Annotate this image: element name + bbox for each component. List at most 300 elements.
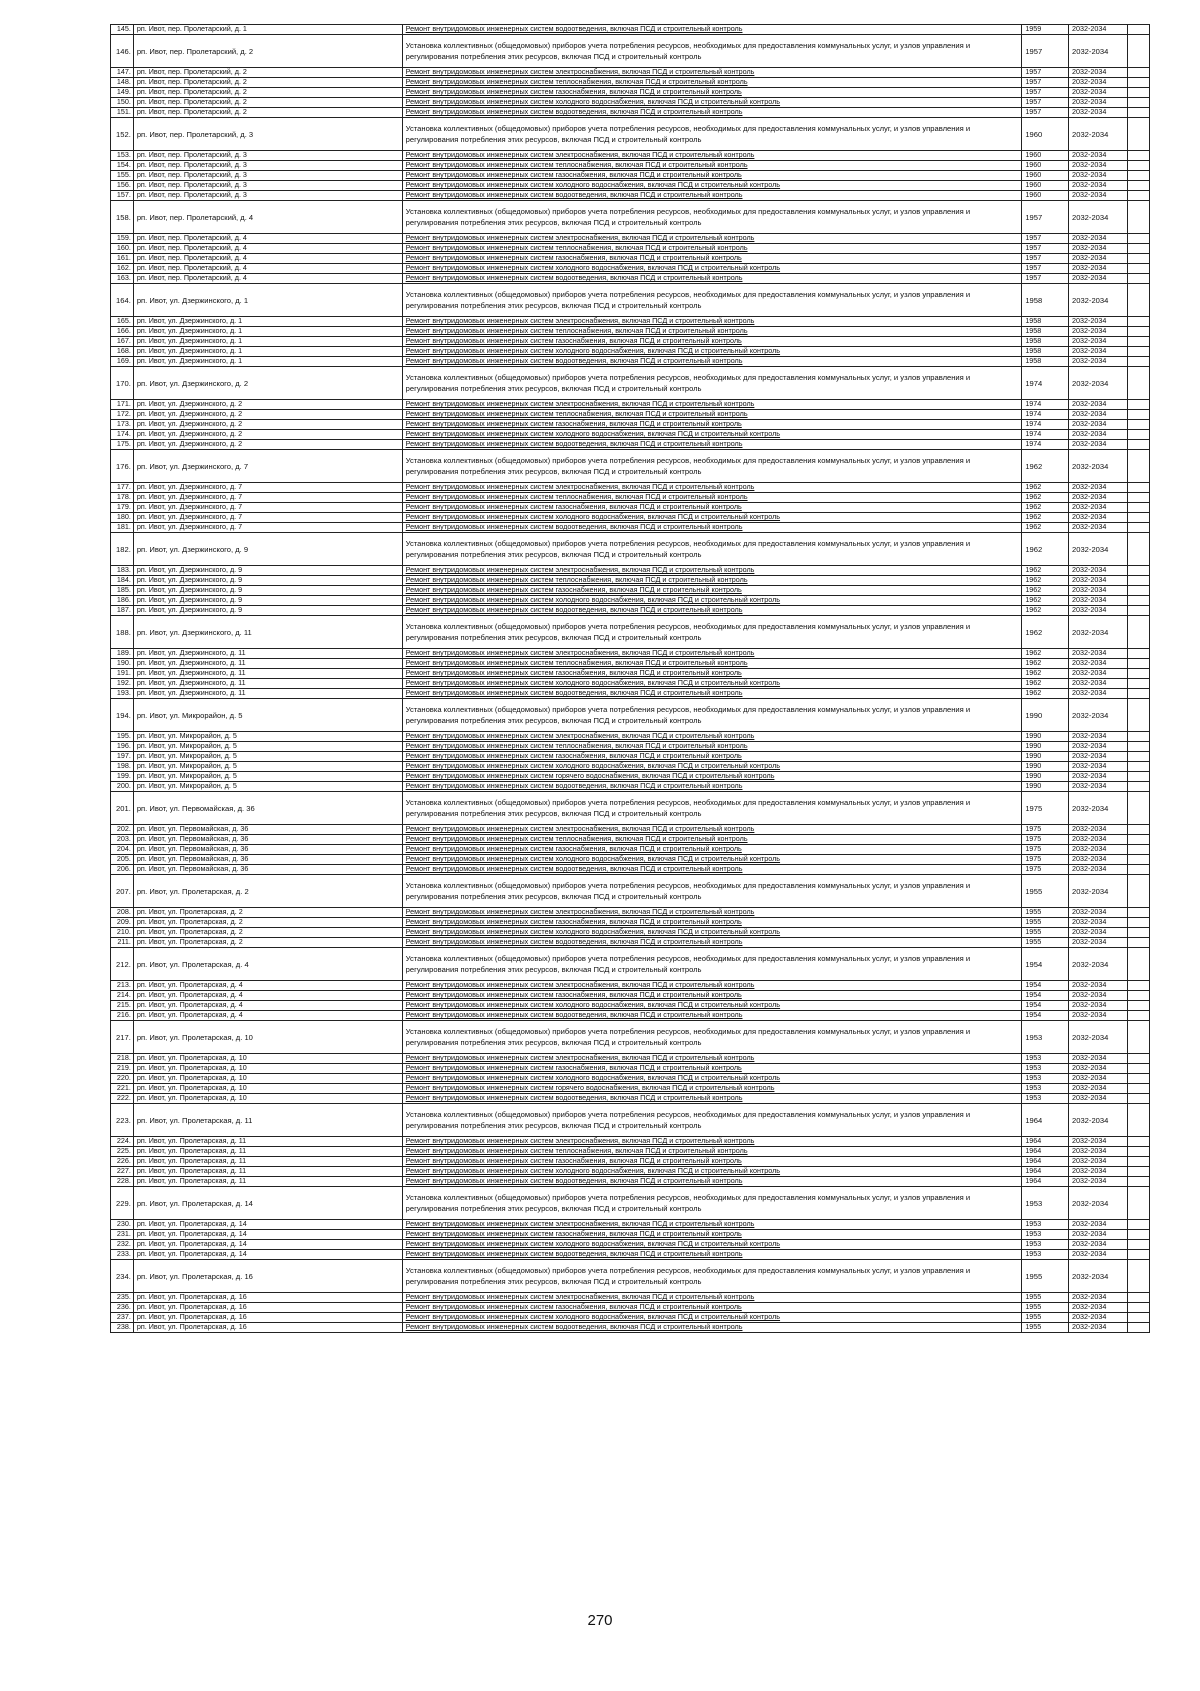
row-number: 167. bbox=[111, 337, 134, 347]
row-build-year: 1962 bbox=[1022, 513, 1069, 523]
row-number: 235. bbox=[111, 1293, 134, 1303]
row-work-type: Ремонт внутридомовых инженерных систем холодного водоснабжения, включая ПСД и строительный контроль bbox=[402, 430, 1022, 440]
row-number: 210. bbox=[111, 928, 134, 938]
row-period: 2032-2034 bbox=[1069, 752, 1128, 762]
row-build-year: 1953 bbox=[1022, 1084, 1069, 1094]
row-empty-cell bbox=[1128, 25, 1150, 35]
row-address: рп. Ивот, пер. Пролетарский, д. 3 bbox=[133, 118, 402, 151]
row-number: 232. bbox=[111, 1240, 134, 1250]
row-work-type: Установка коллективных (общедомовых) приборов учета потребления ресурсов, необходимых для предоставления коммунальных услуг, и узлов управления и регулирования потребления этих ресурсов, включая ПСД и строительный контроль bbox=[402, 533, 1022, 566]
row-empty-cell bbox=[1128, 367, 1150, 400]
row-empty-cell bbox=[1128, 1104, 1150, 1137]
row-address: рп. Ивот, ул. Пролетарская, д. 10 bbox=[133, 1094, 402, 1104]
row-work-type: Ремонт внутридомовых инженерных систем газоснабжения, включая ПСД и строительный контроль bbox=[402, 845, 1022, 855]
row-work-type: Ремонт внутридомовых инженерных систем холодного водоснабжения, включая ПСД и строительный контроль bbox=[402, 513, 1022, 523]
row-address: рп. Ивот, ул. Пролетарская, д. 16 bbox=[133, 1313, 402, 1323]
row-address: рп. Ивот, ул. Дзержинского, д. 1 bbox=[133, 327, 402, 337]
row-empty-cell bbox=[1128, 327, 1150, 337]
row-period: 2032-2034 bbox=[1069, 835, 1128, 845]
row-empty-cell bbox=[1128, 1021, 1150, 1054]
row-address: рп. Ивот, ул. Пролетарская, д. 11 bbox=[133, 1137, 402, 1147]
row-period: 2032-2034 bbox=[1069, 1313, 1128, 1323]
table-row bbox=[111, 503, 1150, 513]
row-address: рп. Ивот, ул. Первомайская, д. 36 bbox=[133, 865, 402, 875]
row-number: 182. bbox=[111, 533, 134, 566]
row-work-type: Ремонт внутридомовых инженерных систем электроснабжения, включая ПСД и строительный контроль bbox=[402, 68, 1022, 78]
row-work-type: Ремонт внутридомовых инженерных систем водоотведения, включая ПСД и строительный контроль bbox=[402, 191, 1022, 201]
row-number: 190. bbox=[111, 659, 134, 669]
row-number: 161. bbox=[111, 254, 134, 264]
row-number: 175. bbox=[111, 440, 134, 450]
row-empty-cell bbox=[1128, 835, 1150, 845]
row-period: 2032-2034 bbox=[1069, 264, 1128, 274]
row-address: рп. Ивот, ул. Пролетарская, д. 4 bbox=[133, 991, 402, 1001]
row-period: 2032-2034 bbox=[1069, 317, 1128, 327]
row-empty-cell bbox=[1128, 918, 1150, 928]
row-build-year: 1954 bbox=[1022, 991, 1069, 1001]
row-build-year: 1957 bbox=[1022, 264, 1069, 274]
row-build-year: 1962 bbox=[1022, 566, 1069, 576]
row-build-year: 1990 bbox=[1022, 782, 1069, 792]
row-build-year: 1953 bbox=[1022, 1250, 1069, 1260]
row-address: рп. Ивот, пер. Пролетарский, д. 4 bbox=[133, 234, 402, 244]
row-empty-cell bbox=[1128, 430, 1150, 440]
table-row bbox=[111, 792, 1150, 825]
table-row bbox=[111, 845, 1150, 855]
row-period: 2032-2034 bbox=[1069, 772, 1128, 782]
row-address: рп. Ивот, ул. Пролетарская, д. 4 bbox=[133, 1001, 402, 1011]
row-number: 198. bbox=[111, 762, 134, 772]
row-number: 206. bbox=[111, 865, 134, 875]
table-row bbox=[111, 1157, 1150, 1167]
table-row bbox=[111, 533, 1150, 566]
table-row bbox=[111, 483, 1150, 493]
row-empty-cell bbox=[1128, 1094, 1150, 1104]
row-address: рп. Ивот, ул. Дзержинского, д. 11 bbox=[133, 659, 402, 669]
row-work-type: Ремонт внутридомовых инженерных систем водоотведения, включая ПСД и строительный контроль bbox=[402, 357, 1022, 367]
row-empty-cell bbox=[1128, 440, 1150, 450]
row-work-type: Ремонт внутридомовых инженерных систем холодного водоснабжения, включая ПСД и строительный контроль bbox=[402, 264, 1022, 274]
row-empty-cell bbox=[1128, 1167, 1150, 1177]
row-build-year: 1953 bbox=[1022, 1021, 1069, 1054]
row-number: 148. bbox=[111, 78, 134, 88]
row-address: рп. Ивот, пер. Пролетарский, д. 4 bbox=[133, 264, 402, 274]
row-number: 215. bbox=[111, 1001, 134, 1011]
row-period: 2032-2034 bbox=[1069, 191, 1128, 201]
row-build-year: 1953 bbox=[1022, 1230, 1069, 1240]
row-address: рп. Ивот, ул. Микрорайон, д. 5 bbox=[133, 752, 402, 762]
row-number: 157. bbox=[111, 191, 134, 201]
row-address: рп. Ивот, ул. Дзержинского, д. 9 bbox=[133, 566, 402, 576]
row-period: 2032-2034 bbox=[1069, 1157, 1128, 1167]
row-empty-cell bbox=[1128, 762, 1150, 772]
row-number: 152. bbox=[111, 118, 134, 151]
row-period: 2032-2034 bbox=[1069, 659, 1128, 669]
row-empty-cell bbox=[1128, 450, 1150, 483]
row-address: рп. Ивот, ул. Дзержинского, д. 1 bbox=[133, 337, 402, 347]
row-period: 2032-2034 bbox=[1069, 616, 1128, 649]
row-empty-cell bbox=[1128, 1137, 1150, 1147]
table-row bbox=[111, 1177, 1150, 1187]
row-number: 212. bbox=[111, 948, 134, 981]
table-row bbox=[111, 191, 1150, 201]
row-build-year: 1962 bbox=[1022, 596, 1069, 606]
row-number: 197. bbox=[111, 752, 134, 762]
row-empty-cell bbox=[1128, 357, 1150, 367]
row-build-year: 1974 bbox=[1022, 367, 1069, 400]
row-work-type: Установка коллективных (общедомовых) приборов учета потребления ресурсов, необходимых для предоставления коммунальных услуг, и узлов управления и регулирования потребления этих ресурсов, включая ПСД и строительный контроль bbox=[402, 1260, 1022, 1293]
row-number: 147. bbox=[111, 68, 134, 78]
row-work-type: Ремонт внутридомовых инженерных систем водоотведения, включая ПСД и строительный контроль bbox=[402, 938, 1022, 948]
row-number: 189. bbox=[111, 649, 134, 659]
row-number: 151. bbox=[111, 108, 134, 118]
row-build-year: 1960 bbox=[1022, 151, 1069, 161]
row-build-year: 1955 bbox=[1022, 1293, 1069, 1303]
row-number: 196. bbox=[111, 742, 134, 752]
row-period: 2032-2034 bbox=[1069, 566, 1128, 576]
row-work-type: Ремонт внутридомовых инженерных систем теплоснабжения, включая ПСД и строительный контроль bbox=[402, 835, 1022, 845]
row-empty-cell bbox=[1128, 1313, 1150, 1323]
row-address: рп. Ивот, ул. Пролетарская, д. 10 bbox=[133, 1054, 402, 1064]
table-row bbox=[111, 254, 1150, 264]
row-build-year: 1955 bbox=[1022, 928, 1069, 938]
row-period: 2032-2034 bbox=[1069, 88, 1128, 98]
row-build-year: 1960 bbox=[1022, 191, 1069, 201]
row-number: 201. bbox=[111, 792, 134, 825]
row-empty-cell bbox=[1128, 244, 1150, 254]
table-row bbox=[111, 1303, 1150, 1313]
table-row bbox=[111, 855, 1150, 865]
row-empty-cell bbox=[1128, 772, 1150, 782]
row-empty-cell bbox=[1128, 752, 1150, 762]
row-build-year: 1964 bbox=[1022, 1104, 1069, 1137]
row-build-year: 1960 bbox=[1022, 118, 1069, 151]
row-work-type: Ремонт внутридомовых инженерных систем теплоснабжения, включая ПСД и строительный контроль bbox=[402, 493, 1022, 503]
table-row bbox=[111, 928, 1150, 938]
row-work-type: Ремонт внутридомовых инженерных систем электроснабжения, включая ПСД и строительный контроль bbox=[402, 317, 1022, 327]
row-period: 2032-2034 bbox=[1069, 689, 1128, 699]
row-address: рп. Ивот, пер. Пролетарский, д. 1 bbox=[133, 25, 402, 35]
row-period: 2032-2034 bbox=[1069, 1021, 1128, 1054]
table-row bbox=[111, 171, 1150, 181]
row-period: 2032-2034 bbox=[1069, 825, 1128, 835]
row-address: рп. Ивот, ул. Пролетарская, д. 11 bbox=[133, 1157, 402, 1167]
row-address: рп. Ивот, ул. Пролетарская, д. 16 bbox=[133, 1293, 402, 1303]
row-period: 2032-2034 bbox=[1069, 1187, 1128, 1220]
row-number: 202. bbox=[111, 825, 134, 835]
table-row bbox=[111, 1094, 1150, 1104]
row-period: 2032-2034 bbox=[1069, 118, 1128, 151]
row-period: 2032-2034 bbox=[1069, 450, 1128, 483]
row-number: 181. bbox=[111, 523, 134, 533]
row-number: 230. bbox=[111, 1220, 134, 1230]
row-work-type: Ремонт внутридомовых инженерных систем теплоснабжения, включая ПСД и строительный контроль bbox=[402, 78, 1022, 88]
row-work-type: Ремонт внутридомовых инженерных систем теплоснабжения, включая ПСД и строительный контроль bbox=[402, 161, 1022, 171]
row-empty-cell bbox=[1128, 503, 1150, 513]
capital-repair-table bbox=[110, 24, 1150, 1333]
row-empty-cell bbox=[1128, 118, 1150, 151]
row-number: 194. bbox=[111, 699, 134, 732]
table-row bbox=[111, 1187, 1150, 1220]
table-row bbox=[111, 1064, 1150, 1074]
row-empty-cell bbox=[1128, 1084, 1150, 1094]
row-build-year: 1958 bbox=[1022, 347, 1069, 357]
table-row bbox=[111, 118, 1150, 151]
row-empty-cell bbox=[1128, 410, 1150, 420]
table-row bbox=[111, 35, 1150, 68]
table-row bbox=[111, 981, 1150, 991]
row-period: 2032-2034 bbox=[1069, 1064, 1128, 1074]
row-build-year: 1957 bbox=[1022, 78, 1069, 88]
row-work-type: Ремонт внутридомовых инженерных систем теплоснабжения, включая ПСД и строительный контроль bbox=[402, 742, 1022, 752]
table-row bbox=[111, 679, 1150, 689]
row-number: 160. bbox=[111, 244, 134, 254]
row-build-year: 1958 bbox=[1022, 337, 1069, 347]
row-empty-cell bbox=[1128, 171, 1150, 181]
row-number: 173. bbox=[111, 420, 134, 430]
row-number: 231. bbox=[111, 1230, 134, 1240]
row-build-year: 1962 bbox=[1022, 606, 1069, 616]
row-period: 2032-2034 bbox=[1069, 669, 1128, 679]
row-empty-cell bbox=[1128, 35, 1150, 68]
row-address: рп. Ивот, ул. Микрорайон, д. 5 bbox=[133, 742, 402, 752]
row-number: 180. bbox=[111, 513, 134, 523]
row-work-type: Ремонт внутридомовых инженерных систем водоотведения, включая ПСД и строительный контроль bbox=[402, 1177, 1022, 1187]
row-build-year: 1974 bbox=[1022, 430, 1069, 440]
row-address: рп. Ивот, ул. Дзержинского, д. 9 bbox=[133, 596, 402, 606]
table-row bbox=[111, 616, 1150, 649]
row-period: 2032-2034 bbox=[1069, 1094, 1128, 1104]
row-number: 159. bbox=[111, 234, 134, 244]
row-address: рп. Ивот, ул. Дзержинского, д. 11 bbox=[133, 616, 402, 649]
row-address: рп. Ивот, пер. Пролетарский, д. 2 bbox=[133, 78, 402, 88]
row-address: рп. Ивот, ул. Пролетарская, д. 10 bbox=[133, 1064, 402, 1074]
row-empty-cell bbox=[1128, 1250, 1150, 1260]
table-row bbox=[111, 400, 1150, 410]
row-build-year: 1957 bbox=[1022, 254, 1069, 264]
row-address: рп. Ивот, пер. Пролетарский, д. 2 bbox=[133, 98, 402, 108]
table-row bbox=[111, 669, 1150, 679]
row-number: 145. bbox=[111, 25, 134, 35]
row-empty-cell bbox=[1128, 586, 1150, 596]
row-empty-cell bbox=[1128, 1054, 1150, 1064]
row-empty-cell bbox=[1128, 1001, 1150, 1011]
row-address: рп. Ивот, ул. Микрорайон, д. 5 bbox=[133, 732, 402, 742]
table-row bbox=[111, 357, 1150, 367]
row-period: 2032-2034 bbox=[1069, 845, 1128, 855]
row-empty-cell bbox=[1128, 659, 1150, 669]
row-number: 170. bbox=[111, 367, 134, 400]
row-address: рп. Ивот, ул. Пролетарская, д. 14 bbox=[133, 1240, 402, 1250]
row-build-year: 1960 bbox=[1022, 161, 1069, 171]
row-period: 2032-2034 bbox=[1069, 35, 1128, 68]
row-work-type: Установка коллективных (общедомовых) приборов учета потребления ресурсов, необходимых для предоставления коммунальных услуг, и узлов управления и регулирования потребления этих ресурсов, включая ПСД и строительный контроль bbox=[402, 699, 1022, 732]
row-build-year: 1975 bbox=[1022, 825, 1069, 835]
row-period: 2032-2034 bbox=[1069, 78, 1128, 88]
row-empty-cell bbox=[1128, 420, 1150, 430]
row-work-type: Ремонт внутридомовых инженерных систем газоснабжения, включая ПСД и строительный контроль bbox=[402, 171, 1022, 181]
table-row bbox=[111, 1074, 1150, 1084]
row-work-type: Установка коллективных (общедомовых) приборов учета потребления ресурсов, необходимых для предоставления коммунальных услуг, и узлов управления и регулирования потребления этих ресурсов, включая ПСД и строительный контроль bbox=[402, 367, 1022, 400]
row-empty-cell bbox=[1128, 865, 1150, 875]
row-address: рп. Ивот, ул. Дзержинского, д. 9 bbox=[133, 576, 402, 586]
table-row bbox=[111, 1054, 1150, 1064]
row-address: рп. Ивот, пер. Пролетарский, д. 4 bbox=[133, 201, 402, 234]
row-build-year: 1964 bbox=[1022, 1137, 1069, 1147]
row-build-year: 1958 bbox=[1022, 284, 1069, 317]
row-number: 226. bbox=[111, 1157, 134, 1167]
row-work-type: Ремонт внутридомовых инженерных систем электроснабжения, включая ПСД и строительный контроль bbox=[402, 649, 1022, 659]
row-work-type: Установка коллективных (общедомовых) приборов учета потребления ресурсов, необходимых для предоставления коммунальных услуг, и узлов управления и регулирования потребления этих ресурсов, включая ПСД и строительный контроль bbox=[402, 875, 1022, 908]
row-number: 238. bbox=[111, 1323, 134, 1333]
row-work-type: Ремонт внутридомовых инженерных систем водоотведения, включая ПСД и строительный контроль bbox=[402, 782, 1022, 792]
row-address: рп. Ивот, ул. Пролетарская, д. 10 bbox=[133, 1074, 402, 1084]
row-address: рп. Ивот, ул. Пролетарская, д. 11 bbox=[133, 1104, 402, 1137]
row-empty-cell bbox=[1128, 317, 1150, 327]
row-address: рп. Ивот, пер. Пролетарский, д. 3 bbox=[133, 191, 402, 201]
row-period: 2032-2034 bbox=[1069, 108, 1128, 118]
row-number: 213. bbox=[111, 981, 134, 991]
row-number: 203. bbox=[111, 835, 134, 845]
row-address: рп. Ивот, пер. Пролетарский, д. 3 bbox=[133, 181, 402, 191]
row-number: 209. bbox=[111, 918, 134, 928]
row-period: 2032-2034 bbox=[1069, 234, 1128, 244]
row-build-year: 1953 bbox=[1022, 1064, 1069, 1074]
row-empty-cell bbox=[1128, 1074, 1150, 1084]
row-build-year: 1964 bbox=[1022, 1147, 1069, 1157]
table-row bbox=[111, 732, 1150, 742]
table-row bbox=[111, 347, 1150, 357]
table-row bbox=[111, 523, 1150, 533]
row-empty-cell bbox=[1128, 78, 1150, 88]
row-work-type: Установка коллективных (общедомовых) приборов учета потребления ресурсов, необходимых для предоставления коммунальных услуг, и узлов управления и регулирования потребления этих ресурсов, включая ПСД и строительный контроль bbox=[402, 118, 1022, 151]
row-work-type: Ремонт внутридомовых инженерных систем электроснабжения, включая ПСД и строительный контроль bbox=[402, 1137, 1022, 1147]
row-period: 2032-2034 bbox=[1069, 430, 1128, 440]
row-address: рп. Ивот, ул. Первомайская, д. 36 bbox=[133, 792, 402, 825]
row-empty-cell bbox=[1128, 1157, 1150, 1167]
row-address: рп. Ивот, ул. Дзержинского, д. 7 bbox=[133, 483, 402, 493]
row-empty-cell bbox=[1128, 732, 1150, 742]
row-number: 193. bbox=[111, 689, 134, 699]
row-work-type: Ремонт внутридомовых инженерных систем водоотведения, включая ПСД и строительный контроль bbox=[402, 1094, 1022, 1104]
row-empty-cell bbox=[1128, 274, 1150, 284]
row-empty-cell bbox=[1128, 523, 1150, 533]
row-period: 2032-2034 bbox=[1069, 649, 1128, 659]
table-row bbox=[111, 410, 1150, 420]
row-build-year: 1957 bbox=[1022, 108, 1069, 118]
row-empty-cell bbox=[1128, 689, 1150, 699]
table-row bbox=[111, 782, 1150, 792]
row-period: 2032-2034 bbox=[1069, 410, 1128, 420]
row-empty-cell bbox=[1128, 782, 1150, 792]
row-period: 2032-2034 bbox=[1069, 679, 1128, 689]
row-work-type: Ремонт внутридомовых инженерных систем электроснабжения, включая ПСД и строительный контроль bbox=[402, 981, 1022, 991]
row-empty-cell bbox=[1128, 1303, 1150, 1313]
row-address: рп. Ивот, ул. Дзержинского, д. 2 bbox=[133, 400, 402, 410]
table-row bbox=[111, 835, 1150, 845]
row-empty-cell bbox=[1128, 400, 1150, 410]
row-empty-cell bbox=[1128, 108, 1150, 118]
row-build-year: 1962 bbox=[1022, 679, 1069, 689]
row-work-type: Ремонт внутридомовых инженерных систем электроснабжения, включая ПСД и строительный контроль bbox=[402, 908, 1022, 918]
row-period: 2032-2034 bbox=[1069, 181, 1128, 191]
table-row bbox=[111, 649, 1150, 659]
row-number: 214. bbox=[111, 991, 134, 1001]
row-number: 156. bbox=[111, 181, 134, 191]
row-address: рп. Ивот, ул. Пролетарская, д. 16 bbox=[133, 1323, 402, 1333]
row-number: 186. bbox=[111, 596, 134, 606]
row-work-type: Ремонт внутридомовых инженерных систем холодного водоснабжения, включая ПСД и строительный контроль bbox=[402, 1167, 1022, 1177]
row-period: 2032-2034 bbox=[1069, 1303, 1128, 1313]
row-address: рп. Ивот, ул. Пролетарская, д. 4 bbox=[133, 981, 402, 991]
row-build-year: 1955 bbox=[1022, 1323, 1069, 1333]
row-address: рп. Ивот, ул. Пролетарская, д. 10 bbox=[133, 1021, 402, 1054]
row-work-type: Ремонт внутридомовых инженерных систем холодного водоснабжения, включая ПСД и строительный контроль bbox=[402, 762, 1022, 772]
row-build-year: 1962 bbox=[1022, 689, 1069, 699]
row-work-type: Установка коллективных (общедомовых) приборов учета потребления ресурсов, необходимых для предоставления коммунальных услуг, и узлов управления и регулирования потребления этих ресурсов, включая ПСД и строительный контроль bbox=[402, 1021, 1022, 1054]
row-number: 176. bbox=[111, 450, 134, 483]
table-row bbox=[111, 274, 1150, 284]
table-row bbox=[111, 1147, 1150, 1157]
row-address: рп. Ивот, пер. Пролетарский, д. 2 bbox=[133, 68, 402, 78]
table-row bbox=[111, 699, 1150, 732]
row-work-type: Ремонт внутридомовых инженерных систем электроснабжения, включая ПСД и строительный контроль bbox=[402, 1293, 1022, 1303]
row-address: рп. Ивот, ул. Микрорайон, д. 5 bbox=[133, 762, 402, 772]
table-row bbox=[111, 1250, 1150, 1260]
row-period: 2032-2034 bbox=[1069, 1137, 1128, 1147]
row-address: рп. Ивот, ул. Дзержинского, д. 9 bbox=[133, 606, 402, 616]
row-build-year: 1955 bbox=[1022, 1313, 1069, 1323]
row-work-type: Ремонт внутридомовых инженерных систем газоснабжения, включая ПСД и строительный контроль bbox=[402, 669, 1022, 679]
row-build-year: 1958 bbox=[1022, 317, 1069, 327]
row-period: 2032-2034 bbox=[1069, 606, 1128, 616]
row-build-year: 1962 bbox=[1022, 659, 1069, 669]
row-period: 2032-2034 bbox=[1069, 254, 1128, 264]
row-build-year: 1957 bbox=[1022, 68, 1069, 78]
row-build-year: 1990 bbox=[1022, 762, 1069, 772]
row-period: 2032-2034 bbox=[1069, 1104, 1128, 1137]
row-period: 2032-2034 bbox=[1069, 596, 1128, 606]
row-work-type: Ремонт внутридомовых инженерных систем теплоснабжения, включая ПСД и строительный контроль bbox=[402, 659, 1022, 669]
row-period: 2032-2034 bbox=[1069, 337, 1128, 347]
row-build-year: 1974 bbox=[1022, 400, 1069, 410]
row-number: 219. bbox=[111, 1064, 134, 1074]
row-work-type: Ремонт внутридомовых инженерных систем теплоснабжения, включая ПСД и строительный контроль bbox=[402, 410, 1022, 420]
row-work-type: Ремонт внутридомовых инженерных систем газоснабжения, включая ПСД и строительный контроль bbox=[402, 503, 1022, 513]
row-build-year: 1957 bbox=[1022, 244, 1069, 254]
row-period: 2032-2034 bbox=[1069, 523, 1128, 533]
row-build-year: 1962 bbox=[1022, 533, 1069, 566]
row-period: 2032-2034 bbox=[1069, 948, 1128, 981]
row-build-year: 1957 bbox=[1022, 201, 1069, 234]
row-build-year: 1990 bbox=[1022, 742, 1069, 752]
row-period: 2032-2034 bbox=[1069, 533, 1128, 566]
row-empty-cell bbox=[1128, 699, 1150, 732]
row-build-year: 1962 bbox=[1022, 576, 1069, 586]
row-work-type: Ремонт внутридомовых инженерных систем холодного водоснабжения, включая ПСД и строительный контроль bbox=[402, 181, 1022, 191]
table-row bbox=[111, 264, 1150, 274]
table-row bbox=[111, 991, 1150, 1001]
table-row bbox=[111, 742, 1150, 752]
row-empty-cell bbox=[1128, 88, 1150, 98]
row-number: 184. bbox=[111, 576, 134, 586]
row-address: рп. Ивот, ул. Дзержинского, д. 9 bbox=[133, 533, 402, 566]
row-number: 168. bbox=[111, 347, 134, 357]
row-work-type: Ремонт внутридомовых инженерных систем холодного водоснабжения, включая ПСД и строительный контроль bbox=[402, 1240, 1022, 1250]
row-number: 154. bbox=[111, 161, 134, 171]
row-number: 169. bbox=[111, 357, 134, 367]
row-address: рп. Ивот, ул. Пролетарская, д. 14 bbox=[133, 1187, 402, 1220]
